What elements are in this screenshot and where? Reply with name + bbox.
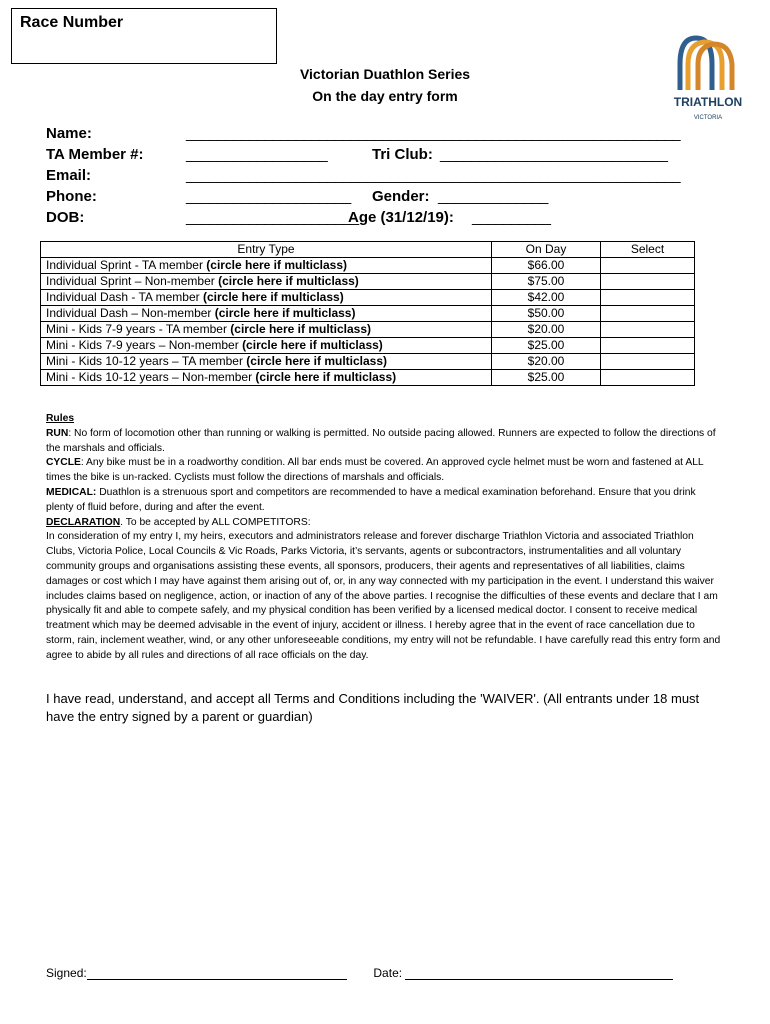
declaration-intro: . To be accepted by ALL COMPETITORS: bbox=[120, 516, 311, 528]
select-cell[interactable] bbox=[601, 258, 695, 274]
declaration-label: DECLARATION bbox=[46, 516, 121, 528]
rules-section bbox=[46, 412, 722, 664]
email-field[interactable]: _______________________________________________________________ bbox=[186, 167, 681, 184]
entry-type-cell bbox=[41, 354, 492, 370]
entry-type-cell bbox=[41, 370, 492, 386]
phone-label: Phone: bbox=[46, 188, 97, 205]
name-label: Name: bbox=[46, 125, 92, 142]
entry-type-text: Mini - Kids 7-9 years – Non-member bbox=[46, 338, 243, 352]
age-label: Age (31/12/19): bbox=[348, 209, 454, 226]
age-field[interactable]: __________ bbox=[472, 209, 551, 226]
table-row bbox=[41, 338, 695, 354]
table-row bbox=[41, 322, 695, 338]
header-select: Select bbox=[601, 242, 695, 258]
logo-region-text: VICTORIA bbox=[693, 115, 723, 121]
multiclass-option[interactable]: (circle here if multiclass) bbox=[206, 258, 348, 272]
select-cell[interactable] bbox=[601, 338, 695, 354]
entry-type-cell bbox=[41, 338, 492, 354]
price-cell: $25.00 bbox=[492, 370, 601, 386]
gender-label: Gender: bbox=[372, 188, 430, 205]
entry-type-cell bbox=[41, 274, 492, 290]
signature-line[interactable] bbox=[87, 979, 347, 980]
phone-field[interactable]: _____________________ bbox=[186, 188, 351, 205]
date-label: Date: bbox=[373, 966, 403, 980]
entry-type-text: Individual Sprint – Non-member bbox=[46, 274, 219, 288]
entry-type-text: Mini - Kids 7-9 years - TA member bbox=[46, 322, 231, 336]
header-entry-type: Entry Type bbox=[41, 242, 492, 258]
run-rule bbox=[46, 427, 722, 457]
table-row bbox=[41, 370, 695, 386]
select-cell[interactable] bbox=[601, 274, 695, 290]
select-cell[interactable] bbox=[601, 322, 695, 338]
declaration-heading bbox=[46, 516, 722, 531]
multiclass-option[interactable]: (circle here if multiclass) bbox=[214, 306, 356, 320]
signature-row bbox=[46, 966, 726, 980]
price-cell: $66.00 bbox=[492, 258, 601, 274]
dob-label: DOB: bbox=[46, 209, 85, 226]
price-cell: $20.00 bbox=[492, 322, 601, 338]
entry-type-cell bbox=[41, 290, 492, 306]
entry-type-text: Mini - Kids 10-12 years – Non-member bbox=[46, 370, 256, 384]
entry-type-cell bbox=[41, 258, 492, 274]
multiclass-option[interactable]: (circle here if multiclass) bbox=[202, 290, 344, 304]
date-line[interactable] bbox=[405, 979, 673, 980]
entry-type-cell bbox=[41, 322, 492, 338]
price-cell: $42.00 bbox=[492, 290, 601, 306]
table-header-row bbox=[41, 242, 695, 258]
price-cell: $50.00 bbox=[492, 306, 601, 322]
gender-field[interactable]: ______________ bbox=[438, 188, 548, 205]
entry-table bbox=[40, 241, 695, 386]
entry-type-text: Individual Sprint - TA member bbox=[46, 258, 207, 272]
entry-type-text: Individual Dash – Non-member bbox=[46, 306, 215, 320]
rules-heading: Rules bbox=[46, 413, 75, 424]
entry-type-text: Mini - Kids 10-12 years – TA member bbox=[46, 354, 247, 368]
multiclass-option[interactable]: (circle here if multiclass) bbox=[242, 338, 383, 352]
run-label: RUN bbox=[46, 427, 69, 439]
logo-brand-text: TRIATHLON bbox=[673, 95, 743, 109]
signed-label: Signed: bbox=[46, 966, 87, 980]
cycle-text: : Any bike must be in a roadworthy condition. All bar ends must be covered. An approved cycle helmet must be worn and fastened at ALL times the bike is un-racked. Cyclists must follow the directions of marshals and officials. bbox=[46, 457, 704, 484]
multiclass-option[interactable]: (circle here if multiclass) bbox=[230, 322, 372, 336]
header-on-day: On Day bbox=[492, 242, 601, 258]
medical-label: MEDICAL: bbox=[46, 486, 97, 498]
run-text: : No form of locomotion other than running or walking is permitted. No outside pacing allowed. Runners are expected to follow the directions of the marshals and officials. bbox=[46, 427, 716, 454]
table-row bbox=[41, 354, 695, 370]
cycle-rule bbox=[46, 456, 722, 486]
acceptance-statement: I have read, understand, and accept all Terms and Conditions including the 'WAIVER'. (All entrants under 18 must have the entry signed by a parent or guardian) bbox=[46, 691, 700, 724]
ta-member-field[interactable]: __________________ bbox=[186, 146, 328, 163]
tri-club-field[interactable]: _____________________________ bbox=[440, 146, 668, 163]
select-cell[interactable] bbox=[601, 354, 695, 370]
ta-member-label: TA Member #: bbox=[46, 146, 144, 163]
medical-text: Duathlon is a strenuous sport and competitors are recommended to have a medical examination beforehand. Ensure that you drink plenty of fluid before, during and after the event. bbox=[46, 486, 696, 513]
tri-club-label: Tri Club: bbox=[372, 146, 433, 163]
table-row bbox=[41, 290, 695, 306]
form-title: Victorian Duathlon Series bbox=[299, 66, 471, 82]
table-row bbox=[41, 258, 695, 274]
multiclass-option[interactable]: (circle here if multiclass) bbox=[255, 370, 397, 384]
select-cell[interactable] bbox=[601, 370, 695, 386]
email-label: Email: bbox=[46, 167, 92, 184]
entry-type-cell bbox=[41, 306, 492, 322]
entry-type-text: Individual Dash - TA member bbox=[46, 290, 203, 304]
select-cell[interactable] bbox=[601, 306, 695, 322]
name-field[interactable]: _______________________________________________________________ bbox=[186, 125, 681, 142]
race-number-box[interactable] bbox=[11, 8, 277, 64]
select-cell[interactable] bbox=[601, 290, 695, 306]
form-subtitle: On the day entry form bbox=[312, 88, 458, 104]
price-cell: $75.00 bbox=[492, 274, 601, 290]
price-cell: $20.00 bbox=[492, 354, 601, 370]
medical-rule bbox=[46, 486, 722, 516]
multiclass-option[interactable]: (circle here if multiclass) bbox=[246, 354, 388, 368]
declaration-text: In consideration of my entry I, my heirs, executors and administrators release and forever discharge Triathlon Victoria and associated Triathlon Clubs, Victoria Police, Local Councils & Vic Roads, Parks Victoria, it’s servants, agents or subcontractors, instrumentalities and all voluntary community groups and organisations assisting these events, all sponsors, producers, their agents and representatives of all liabilities, claims damages or cost which I may have against them arising out of, or, in any way connected with my participation in the event. I understand this waiver includes claims based on negligence, action, or inaction of any of the above parties. I recognise the difficulties of these events and declare that I am physically fit and able to compete safely, and my physical condition has been verified by a licensed medical doctor. I consent to receive medical treatment which may be deemed advisable in the event of injury, accident or illness. I hereby agree that in the event of race cancellation due to storm, rain, inclement weather, wind, or any other unforeseeable conditions, my entry will not be refundable. I have carefully read this entry form and agree to abide by all rules and directions of all race officials on the day. bbox=[46, 531, 721, 661]
table-row bbox=[41, 274, 695, 290]
race-number-label: Race Number bbox=[20, 14, 124, 31]
dob-field[interactable]: ______________________ bbox=[186, 209, 359, 226]
table-row bbox=[41, 306, 695, 322]
price-cell: $25.00 bbox=[492, 338, 601, 354]
multiclass-option[interactable]: (circle here if multiclass) bbox=[218, 274, 359, 288]
cycle-label: CYCLE bbox=[46, 457, 81, 469]
